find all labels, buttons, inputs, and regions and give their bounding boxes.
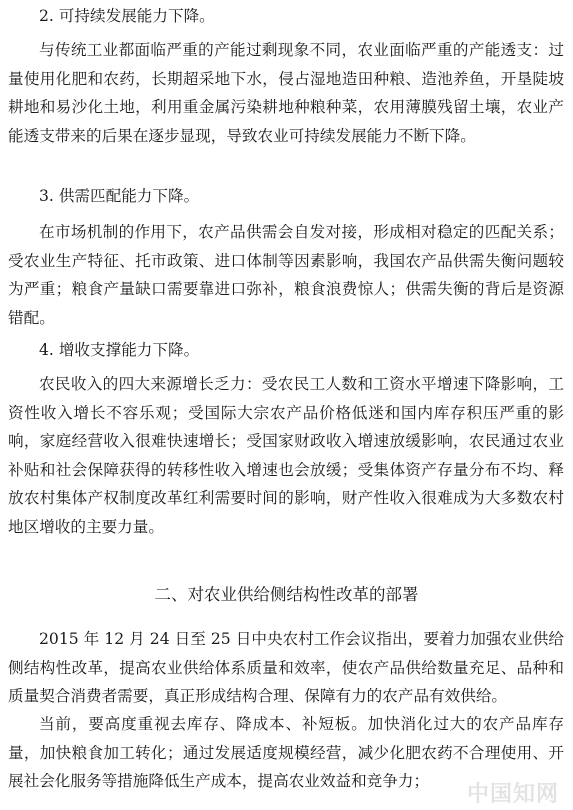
paragraph-work-conference: 2015 年 12 月 24 日至 25 日中央农村工作会议指出，要着力加强农业供给侧结构性改革，提高农业供给体系质量和效率，使农产品供给数量充足、品种和质量契合消费者需要，真正形成结构合理、保障有力的农产品有效供给。 (8, 630, 564, 706)
section-title: 二、对农业供给侧结构性改革的部署 (154, 585, 419, 604)
numbered-heading-supply-demand: 3. 供需匹配能力下降。 (39, 187, 200, 205)
paragraph-income-sources: 农民收入的四大来源增长乏力：受农民工人数和工资水平增速下降影响，工资性收入增长不容乐观；受国际大宗农产品价格低迷和国内库存积压严重的影响，家庭经营收入很难快速增长；受国家财政收入增速放缓影响，农民通过农业补贴和社会保障获得的转移性收入增速也会放缓；受集体资产存量分布不均、释放农村集体产权制度改革红利需要时间的影响，财产性收入很难成为大多数农村地区增收的主要力量。 (8, 375, 564, 536)
watermark-logo: 中国知网 (466, 782, 559, 807)
paragraph-supply-demand-imbalance: 在市场机制的作用下，农产品供需会自发对接，形成相对稳定的匹配关系；受农业生产特征、托市政策、进口体制等因素影响，我国农产品供需失衡问题较为严重；粮食产量缺口需要靠进口弥补，粮食浪费惊人；供需失衡的背后是资源错配。 (8, 223, 564, 327)
numbered-heading-sustainability: 2. 可持续发展能力下降。 (39, 7, 215, 25)
paragraph-current-priorities: 当前，要高度重视去库存、降成本、补短板。加快消化过大的农产品库存量，加快粮食加工转化；通过发展适度规模经营，减少化肥农药不合理使用、开展社会化服务等措施降低生产成本，提高农业效益和竞争力； (8, 715, 564, 791)
numbered-heading-income: 4. 增收支撑能力下降。 (39, 341, 200, 359)
paragraph-capacity-overdraft: 与传统工业都面临严重的产能过剩现象不同，农业面临严重的产能透支：过量使用化肥和农药，长期超采地下水，侵占湿地造田种粮、造池养鱼，开垦陡坡耕地和易沙化土地，利用重金属污染耕地种粮种菜，农用薄膜残留土壤，农业产能透支带来的后果在逐步显现，导致农业可持续发展能力不断下降。 (8, 41, 564, 145)
